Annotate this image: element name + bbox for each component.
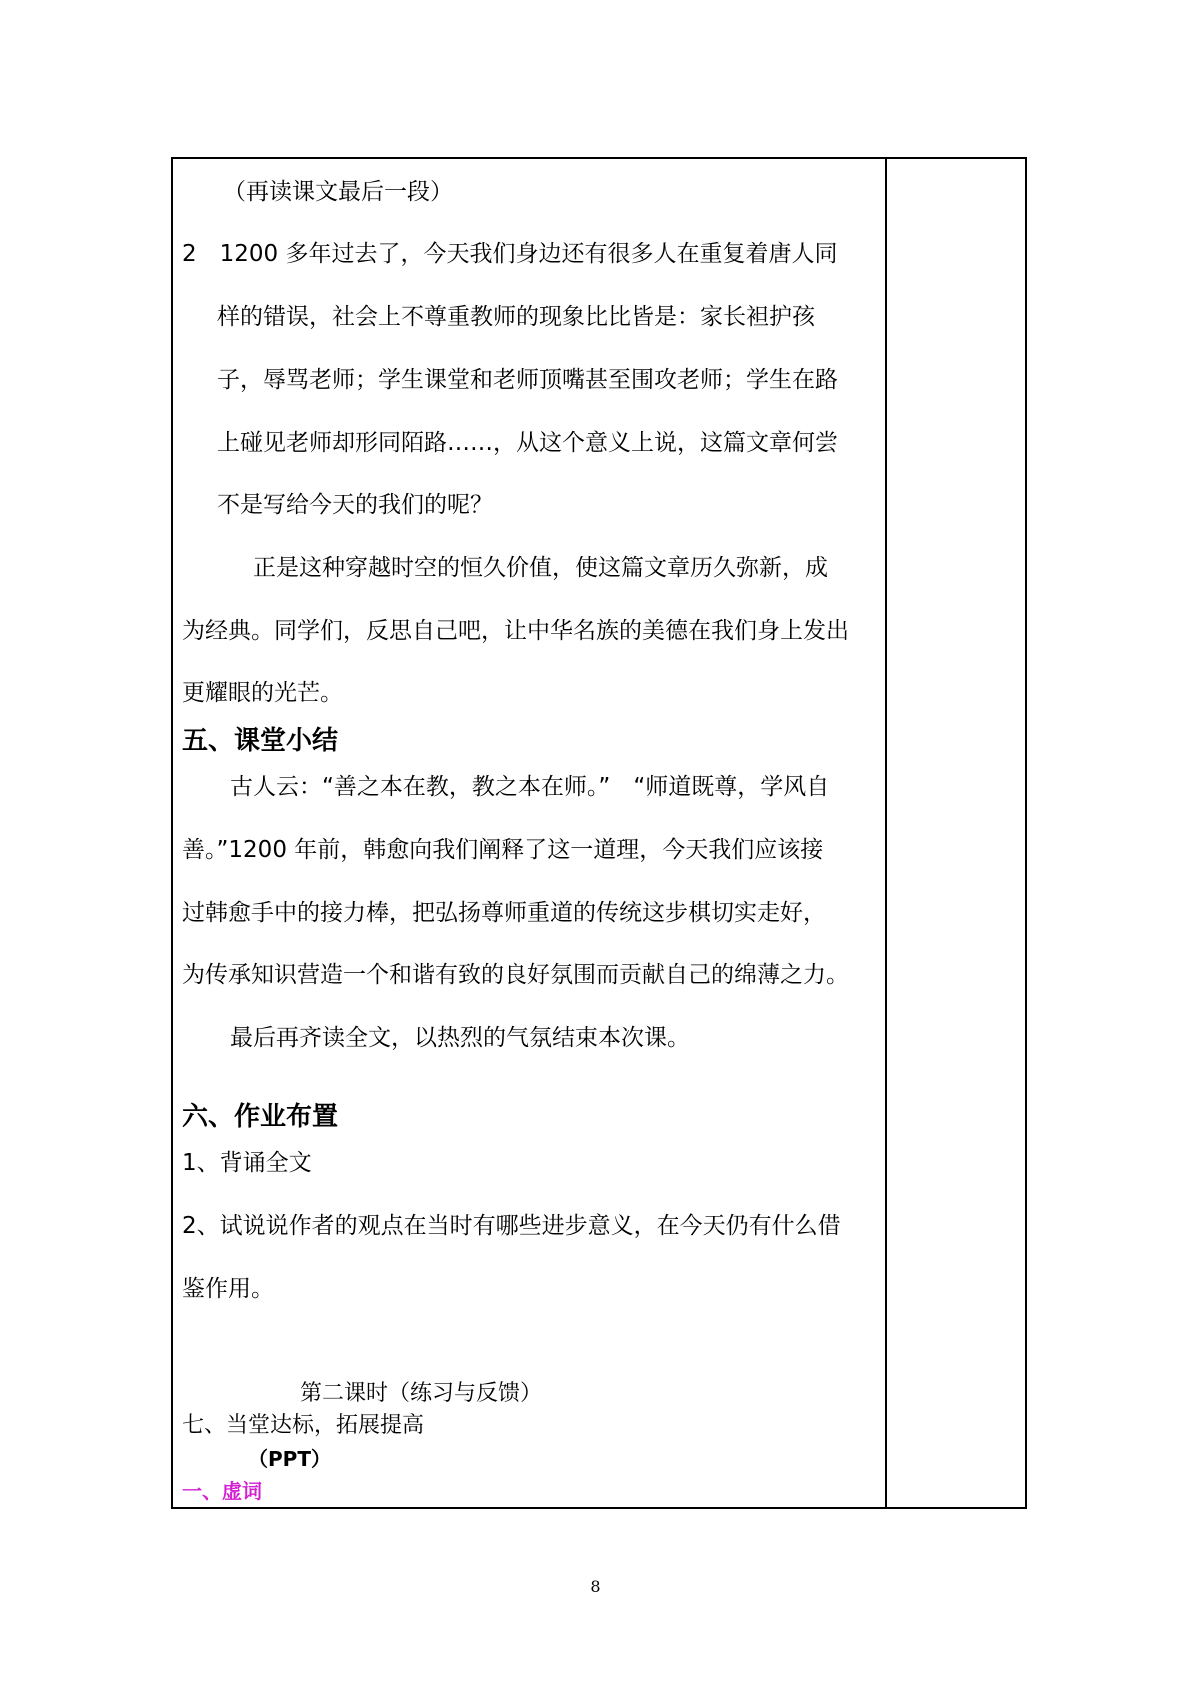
section-heading: 六、作业布置 (182, 1102, 339, 1132)
text-line: 最后再齐读全文，以热烈的气氛结束本次课。 (230, 1025, 690, 1051)
text-line: 为经典。同学们，反思自己吧，让中华名族的美德在我们身上发出 (182, 618, 849, 644)
text-line: （再读课文最后一段） (223, 179, 453, 205)
text-line: 样的错误，社会上不尊重教师的现象比比皆是：家长袒护孩 (217, 304, 815, 330)
text-line: 善。”1200 年前，韩愈向我们阐释了这一道理，今天我们应该接 (182, 837, 824, 863)
lesson-table (171, 157, 1027, 1509)
text-line: 2 1200 多年过去了，今天我们身边还有很多人在重复着唐人同 (182, 241, 838, 267)
text-line: 为传承知识营造一个和谐有致的良好氛围而贡献自己的绵薄之力。 (182, 962, 849, 988)
text-line: 1、背诵全文 (182, 1150, 312, 1176)
text-line: 鉴作用。 (182, 1276, 274, 1302)
highlight-heading: 一、虚词 (182, 1479, 262, 1503)
ppt-label: （PPT） (248, 1447, 331, 1471)
page-number: 8 (590, 1577, 601, 1596)
text-line: 2、试说说作者的观点在当时有哪些进步意义，在今天仍有什么借 (182, 1213, 841, 1239)
text-line: 不是写给今天的我们的呢？ (217, 492, 493, 518)
text-line: 七、当堂达标，拓展提高 (182, 1413, 425, 1438)
table-column-divider (885, 157, 887, 1509)
subsection-title: 第二课时（练习与反馈） (300, 1381, 543, 1406)
text-line: 正是这种穿越时空的恒久价值，使这篇文章历久弥新，成 (253, 555, 828, 581)
section-heading: 五、课堂小结 (182, 726, 339, 756)
text-line: 过韩愈手中的接力棒，把弘扬尊师重道的传统这步棋切实走好， (182, 900, 826, 926)
text-line: 子，辱骂老师；学生课堂和老师顶嘴甚至围攻老师；学生在路 (217, 367, 838, 393)
text-line: 上碰见老师却形同陌路……，从这个意义上说，这篇文章何尝 (217, 430, 838, 456)
text-line: 古人云：“善之本在教，教之本在师。” “师道既尊，学风自 (230, 774, 830, 800)
text-line: 更耀眼的光芒。 (182, 680, 343, 706)
